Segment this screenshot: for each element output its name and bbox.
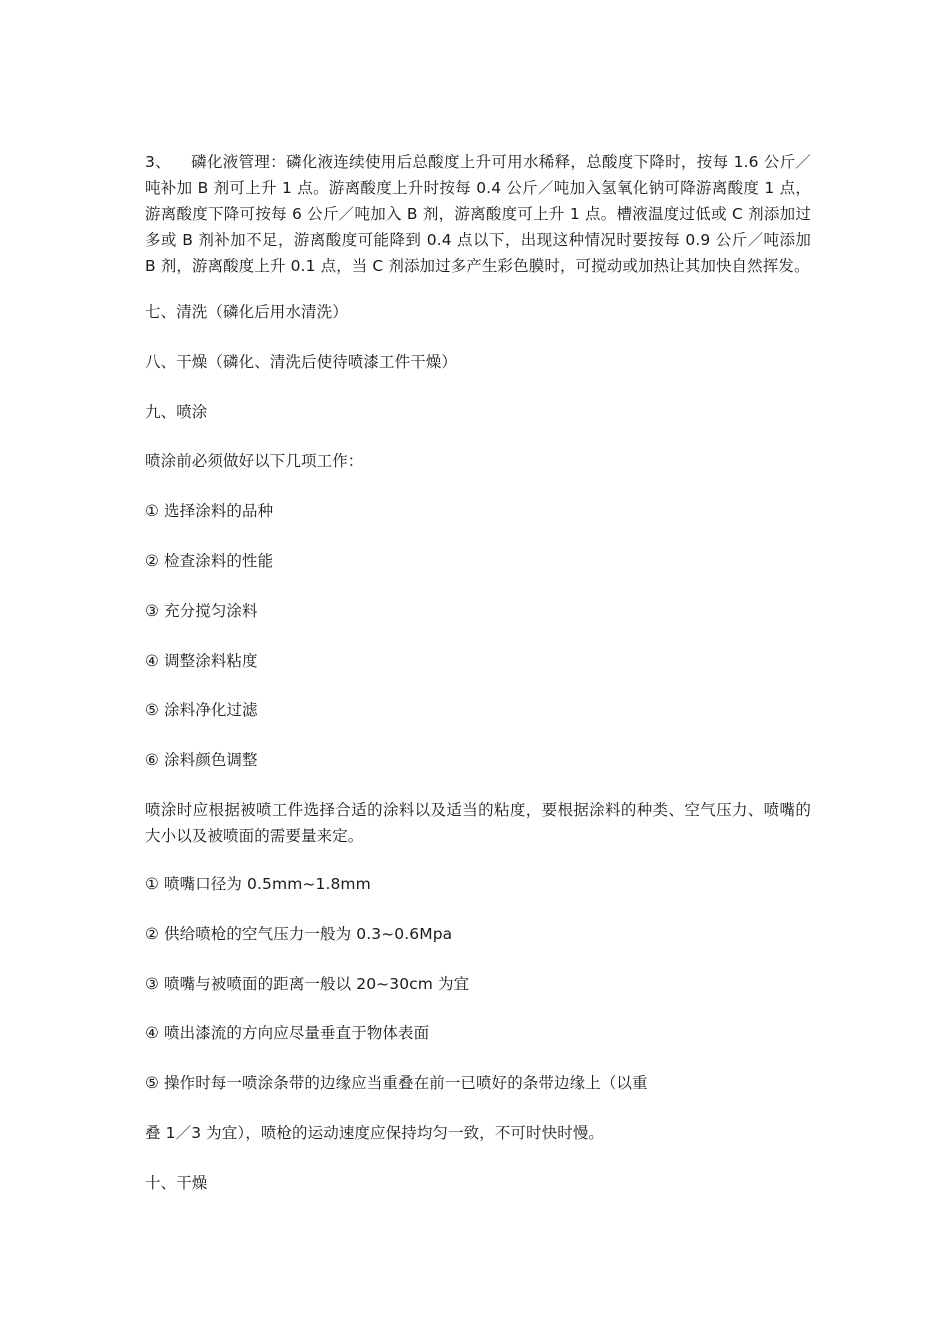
spray-item-5: ⑤ 操作时每一喷涂条带的边缘应当重叠在前一已喷好的条带边缘上（以重: [145, 1074, 648, 1093]
section-9-heading: 九、喷涂: [145, 402, 208, 421]
spray-item-2: ② 供给喷枪的空气压力一般为 0.3~0.6Mpa: [145, 924, 453, 943]
prep-item-1: ① 选择涂料的品种: [145, 502, 274, 521]
phosphating-liquid-management-text: 磷化液管理：磷化液连续使用后总酸度上升可用水稀释，总酸度下降时，按每 1.6 公斤／吨补加 B 剂可上升 1 点。游离酸度上升时按每 0.4 公斤／吨加入氢氧化钠可降游离酸度 1 点，游离酸度下降可按每 6 公斤／吨加入 B 剂，游离酸度可上升 1 点。槽液温度过低或 C 剂添加过多或 B 剂补加不足，游离酸度可能降到 0.4 点以下，出现这种情况时要按每 0.9 公斤／吨添加 B 剂，游离酸度上升 0.1 点，当 C 剂添加过多产生彩色膜时，可搅动或加热让其加快自然挥发。: [145, 153, 811, 275]
spray-item-4: ④ 喷出漆流的方向应尽量垂直于物体表面: [145, 1024, 430, 1043]
phosphating-liquid-management-paragraph: [145, 149, 811, 279]
spray-prep-intro: 喷涂前必须做好以下几项工作：: [145, 452, 364, 471]
section-8-heading: 八、干燥（磷化、清洗后使待喷漆工件干燥）: [145, 352, 458, 371]
item-number: 3、: [145, 153, 171, 171]
document-page: [145, 149, 811, 1220]
prep-item-2: ② 检查涂料的性能: [145, 551, 274, 570]
prep-item-5: ⑤ 涂料净化过滤: [145, 701, 258, 720]
spray-item-1: ① 喷嘴口径为 0.5mm~1.8mm: [145, 874, 371, 893]
section-10-heading: 十、干燥: [145, 1173, 208, 1192]
spray-item-5-continuation: 叠 1／3 为宜），喷枪的运动速度应保持均匀一致，不可时快时慢。: [145, 1123, 605, 1142]
section-7-heading: 七、清洗（磷化后用水清洗）: [145, 303, 348, 321]
spray-item-3: ③ 喷嘴与被喷面的距离一般以 20~30cm 为宜: [145, 974, 470, 993]
prep-item-6: ⑥ 涂料颜色调整: [145, 751, 258, 770]
prep-item-4: ④ 调整涂料粘度: [145, 651, 258, 670]
prep-item-3: ③ 充分搅匀涂料: [145, 601, 258, 620]
spray-intro-paragraph: 喷涂时应根据被喷工件选择合适的涂料以及适当的粘度，要根据涂料的种类、空气压力、喷嘴的大小以及被喷面的需要量来定。: [145, 800, 811, 845]
